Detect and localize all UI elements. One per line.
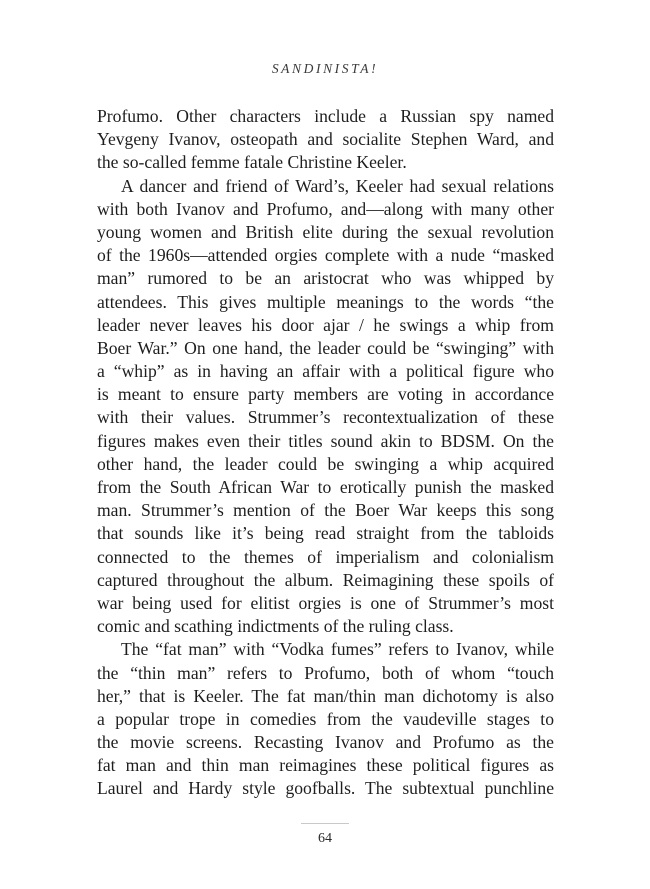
text-line: is meant to ensure party members are voting in accordance — [97, 384, 554, 405]
text-line: The “fat man” with “Vodka fumes” refers to Ivanov, while — [121, 639, 554, 660]
text-line: figures makes even their titles sound akin to BDSM. On the — [97, 430, 554, 451]
text-line: Yevgeny Ivanov, osteopath and socialite Stephen Ward, and — [97, 129, 554, 150]
text-line: with both Ivanov and Profumo, and—along with many other — [97, 198, 554, 219]
text-line: man. Strummer’s mention of the Boer War keeps this song — [97, 500, 554, 521]
text-line: Laurel and Hardy style goofballs. The subtextual punchline — [97, 778, 554, 799]
text-line: comic and scathing indictments of the ruling class. — [97, 616, 454, 637]
text-line: young women and British elite during the sexual revolution — [97, 221, 554, 242]
text-line: from the South African War to erotically punish the masked — [97, 477, 554, 497]
text-line: captured throughout the album. Reimagining these spoils of — [97, 569, 554, 590]
text-line: leader never leaves his door ajar / he swings a whip from — [97, 314, 554, 335]
text-line: with their values. Strummer’s recontextualization of these — [97, 407, 554, 428]
text-line: attendees. This gives multiple meanings to the words “the — [97, 291, 554, 312]
text-line: Boer War.” On one hand, the leader could be “swinging” with — [97, 337, 554, 358]
footer-divider — [301, 823, 349, 824]
text-line: war being used for elitist orgies is one of Strummer’s most — [97, 592, 554, 613]
text-line: a “whip” as in having an affair with a political figure who — [97, 361, 554, 382]
text-line: the movie screens. Recasting Ivanov and Profumo as the — [97, 732, 554, 753]
text-line: connected to the themes of imperialism and colonialism — [97, 546, 554, 567]
text-line: her,” that is Keeler. The fat man/thin man dichotomy is also — [97, 685, 554, 706]
running-head: SANDINISTA! — [271, 61, 379, 76]
text-line: A dancer and friend of Ward’s, Keeler had sexual relations — [121, 175, 554, 196]
page-number: 64 — [318, 831, 332, 846]
text-line: a popular trope in comedies from the vaudeville stages to — [97, 708, 554, 729]
text-line: man” rumored to be an aristocrat who was whipped by — [97, 268, 554, 289]
body-text — [97, 105, 554, 801]
text-line: Profumo. Other characters include a Russian spy named — [97, 106, 554, 126]
text-line: the so-called femme fatale Christine Keeler. — [97, 152, 407, 173]
text-line: other hand, the leader could be swinging a whip acquired — [97, 453, 554, 474]
text-line: the “thin man” refers to Profumo, both of whom “touch — [97, 662, 554, 683]
text-line: fat man and thin man reimagines these political figures as — [97, 755, 554, 776]
text-line: of the 1960s—attended orgies complete with a nude “masked — [97, 245, 554, 266]
text-line: that sounds like it’s being read straight from the tabloids — [97, 523, 554, 544]
